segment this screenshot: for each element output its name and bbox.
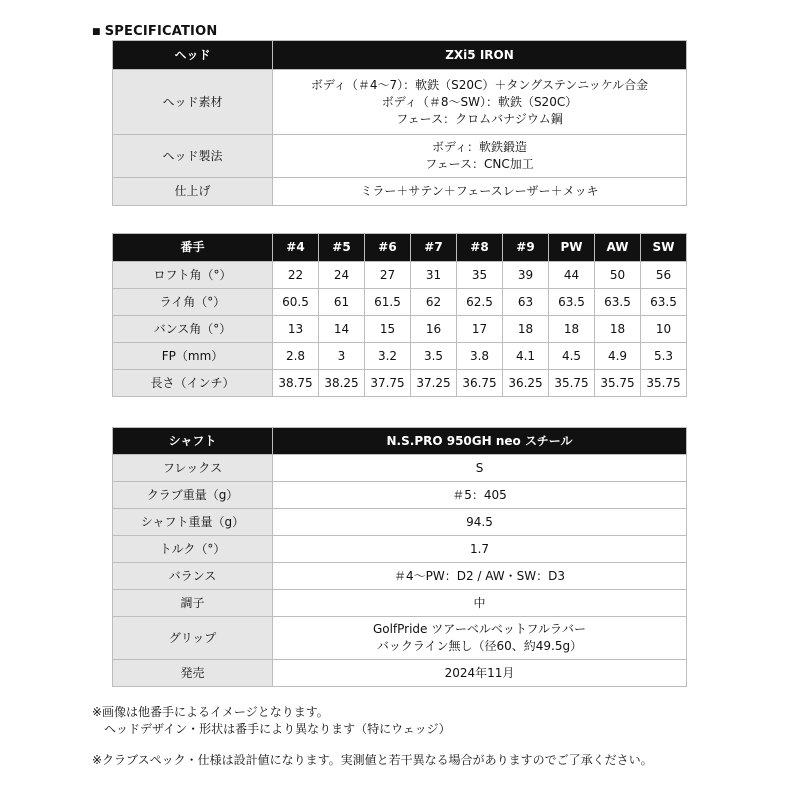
table-cell: 22 [273,262,319,289]
club-column-header: #9 [503,234,549,262]
table-cell: 38.25 [319,370,365,397]
head-finish-row [113,178,687,206]
head-process-value [273,135,687,178]
table-cell: 63.5 [549,289,595,316]
fp-row [113,343,687,370]
table-cell: 63.5 [595,289,641,316]
torque-value: 1.7 [273,536,687,563]
torque-row [113,536,687,563]
shaft-weight-row [113,509,687,536]
head-process-label: ヘッド製法 [113,135,273,178]
shaft-header-label: シャフト [113,428,273,455]
head-process-line: ボディ：軟鉄鍛造 [431,140,528,154]
lie-row [113,289,687,316]
club-header-row [113,234,687,262]
section-title-text: SPECIFICATION [104,24,218,39]
table-cell: 38.75 [273,370,319,397]
head-process-line: フェース：CNC加工 [425,157,534,171]
balance-value: ＃4〜PW：D2 / AW・SW：D3 [273,563,687,590]
head-finish-label: 仕上げ [113,178,273,206]
shaft-spec-table [112,427,687,687]
head-material-line: ボディ（＃8〜SW）：軟鉄（S20C） [381,94,578,109]
fp-label: FP（mm） [113,343,273,370]
club-column-header: #4 [273,234,319,262]
club-column-header: #6 [365,234,411,262]
table-cell: 63 [503,289,549,316]
club-column-header: AW [595,234,641,262]
grip-label: グリップ [113,617,273,660]
head-header-row [113,41,687,70]
section-bullet-icon: ■ [92,27,101,37]
bounce-label: バンス角（°） [113,316,273,343]
table-cell: 56 [641,262,687,289]
table-cell: 18 [549,316,595,343]
table-cell: 24 [319,262,365,289]
loft-label: ロフト角（°） [113,262,273,289]
head-material-value [273,70,687,135]
table-cell: 31 [411,262,457,289]
grip-value [273,617,687,660]
table-cell: 60.5 [273,289,319,316]
table-cell: 4.5 [549,343,595,370]
club-column-header: SW [641,234,687,262]
release-label: 発売 [113,660,273,687]
club-column-header: PW [549,234,595,262]
kick-value: 中 [273,590,687,617]
table-cell: 62 [411,289,457,316]
club-column-header: #8 [457,234,503,262]
table-cell: 27 [365,262,411,289]
grip-row [113,617,687,660]
kick-row [113,590,687,617]
shaft-header-value: N.S.PRO 950GH neo スチール [273,428,687,455]
table-cell: 10 [641,316,687,343]
head-finish-value: ミラー＋サテン＋フェースレーザー＋メッキ [273,178,687,206]
head-material-label: ヘッド素材 [113,70,273,135]
length-row [113,370,687,397]
flex-label: フレックス [113,455,273,482]
table-cell: 61 [319,289,365,316]
torque-label: トルク（°） [113,536,273,563]
balance-label: バランス [113,563,273,590]
table-cell: 62.5 [457,289,503,316]
lie-label: ライ角（°） [113,289,273,316]
loft-row [113,262,687,289]
head-process-row [113,135,687,178]
table-cell: 44 [549,262,595,289]
club-column-header: #7 [411,234,457,262]
club-weight-value: ＃5：405 [273,482,687,509]
bounce-row [113,316,687,343]
note-text: ※画像は他番手によるイメージとなります。 [92,705,329,719]
table-cell: 3.2 [365,343,411,370]
head-header-value: ZXi5 IRON [273,41,687,70]
table-cell: 37.25 [411,370,457,397]
flex-value: S [273,455,687,482]
table-cell: 61.5 [365,289,411,316]
table-cell: 18 [503,316,549,343]
section-title [92,24,217,39]
head-material-line: フェース：クロムバナジウム鋼 [396,111,563,126]
balance-row [113,563,687,590]
table-cell: 35.75 [549,370,595,397]
grip-line: GolfPride ツアーベルベットフルラバー [372,622,587,636]
table-cell: 3.8 [457,343,503,370]
club-column-header: #5 [319,234,365,262]
note-text: ヘッドデザイン・形状は番手により異なります（特にウェッジ） [104,722,451,736]
club-header-label: 番手 [113,234,273,262]
table-cell: 37.75 [365,370,411,397]
release-row [113,660,687,687]
release-value: 2024年11月 [273,660,687,687]
table-cell: 50 [595,262,641,289]
table-cell: 18 [595,316,641,343]
table-cell: 14 [319,316,365,343]
table-cell: 36.75 [457,370,503,397]
table-cell: 35.75 [595,370,641,397]
shaft-header-row [113,428,687,455]
table-cell: 17 [457,316,503,343]
head-spec-table [112,40,687,206]
length-label: 長さ（インチ） [113,370,273,397]
head-header-label: ヘッド [113,41,273,70]
club-weight-row [113,482,687,509]
kick-label: 調子 [113,590,273,617]
table-cell: 35.75 [641,370,687,397]
notes [92,704,653,769]
table-cell: 3.5 [411,343,457,370]
table-cell: 36.25 [503,370,549,397]
table-cell: 35 [457,262,503,289]
table-cell: 39 [503,262,549,289]
table-cell: 5.3 [641,343,687,370]
club-weight-label: クラブ重量（g） [113,482,273,509]
table-cell: 13 [273,316,319,343]
grip-line: バックライン無し（径60、約49.5g） [376,639,583,653]
table-cell: 2.8 [273,343,319,370]
table-cell: 16 [411,316,457,343]
table-cell: 3 [319,343,365,370]
shaft-weight-label: シャフト重量（g） [113,509,273,536]
table-cell: 15 [365,316,411,343]
table-cell: 63.5 [641,289,687,316]
flex-row [113,455,687,482]
note-text: ※クラブスペック・仕様は設計値になります。実測値と若干異なる場合がありますのでご了承ください。 [92,753,653,767]
head-material-line: ボディ（＃4〜7）：軟鉄（S20C）＋タングステンニッケル合金 [310,77,649,92]
shaft-weight-value: 94.5 [273,509,687,536]
club-spec-table [112,233,687,397]
head-material-row [113,70,687,135]
table-cell: 4.1 [503,343,549,370]
table-cell: 4.9 [595,343,641,370]
